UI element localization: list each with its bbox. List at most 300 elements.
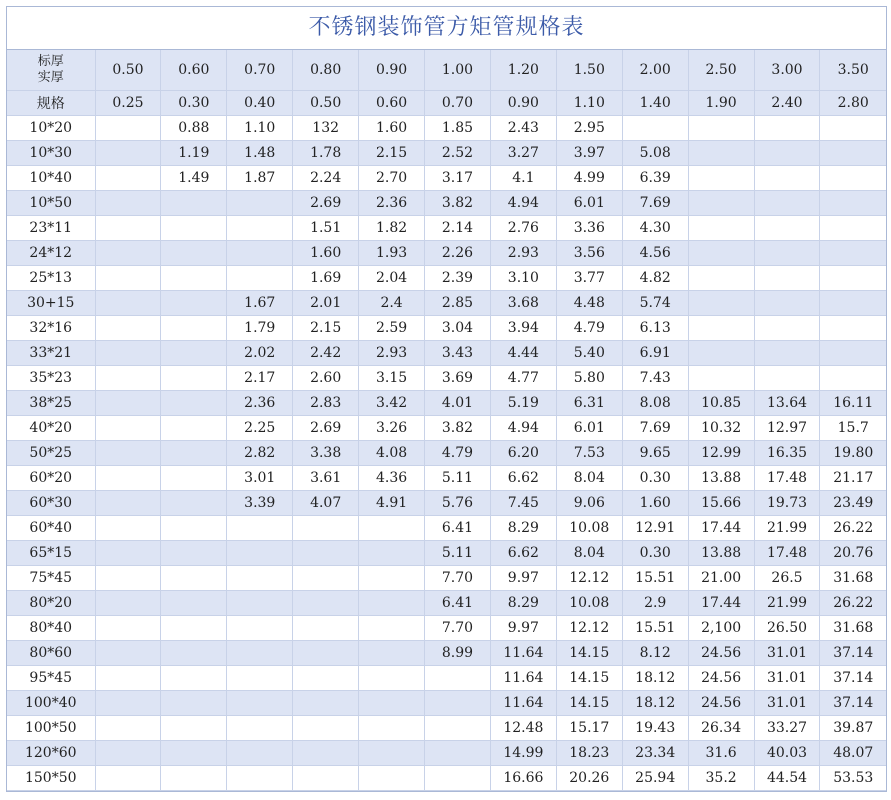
weight-cell: 14.15 (556, 641, 622, 666)
weight-cell: 1.10 (227, 116, 293, 141)
weight-cell: 8.04 (556, 466, 622, 491)
weight-cell (359, 616, 425, 641)
weight-cell: 1.49 (161, 166, 227, 191)
weight-cell (688, 116, 754, 141)
weight-cell: 4.79 (556, 316, 622, 341)
weight-cell: 9.97 (490, 616, 556, 641)
weight-cell: 2.82 (227, 441, 293, 466)
weight-cell: 132 (293, 116, 359, 141)
weight-cell: 4.30 (622, 216, 688, 241)
weight-cell (95, 666, 161, 691)
nominal-thickness-cell: 0.60 (161, 50, 227, 91)
actual-thickness-cell: 0.40 (227, 91, 293, 116)
weight-cell: 12.97 (754, 416, 820, 441)
weight-cell (293, 616, 359, 641)
weight-cell (161, 591, 227, 616)
weight-cell (95, 641, 161, 666)
table-row (7, 691, 886, 716)
weight-cell: 1.82 (359, 216, 425, 241)
table-row (7, 716, 886, 741)
weight-cell: 5.11 (425, 466, 491, 491)
weight-cell: 2.60 (293, 366, 359, 391)
weight-cell: 31.01 (754, 691, 820, 716)
row-spec-cell: 100*50 (7, 716, 95, 741)
weight-cell (95, 391, 161, 416)
weight-cell (95, 141, 161, 166)
weight-cell: 37.14 (820, 666, 886, 691)
weight-cell (820, 191, 886, 216)
weight-cell: 2.70 (359, 166, 425, 191)
weight-cell: 3.82 (425, 416, 491, 441)
weight-cell (820, 291, 886, 316)
weight-cell (161, 241, 227, 266)
actual-thickness-cell: 2.40 (754, 91, 820, 116)
weight-cell (754, 291, 820, 316)
weight-cell: 2.69 (293, 416, 359, 441)
weight-cell: 5.80 (556, 366, 622, 391)
weight-cell: 10.32 (688, 416, 754, 441)
weight-cell: 3.69 (425, 366, 491, 391)
weight-cell: 23.49 (820, 491, 886, 516)
weight-cell: 3.04 (425, 316, 491, 341)
table-row (7, 516, 886, 541)
weight-cell: 33.27 (754, 716, 820, 741)
nominal-thickness-cell: 3.50 (820, 50, 886, 91)
weight-cell (227, 191, 293, 216)
table-row (7, 466, 886, 491)
weight-cell: 31.01 (754, 666, 820, 691)
weight-cell: 19.73 (754, 491, 820, 516)
weight-cell: 2,100 (688, 616, 754, 641)
row-spec-cell: 10*20 (7, 116, 95, 141)
weight-cell (95, 266, 161, 291)
weight-cell (227, 616, 293, 641)
weight-cell: 2.04 (359, 266, 425, 291)
weight-cell: 3.39 (227, 491, 293, 516)
nominal-thickness-cell: 2.50 (688, 50, 754, 91)
weight-cell: 2.17 (227, 366, 293, 391)
weight-cell: 2.36 (227, 391, 293, 416)
weight-cell: 26.34 (688, 716, 754, 741)
weight-cell (161, 491, 227, 516)
actual-thickness-cell: 0.25 (95, 91, 161, 116)
weight-cell: 7.45 (490, 491, 556, 516)
weight-cell: 2.15 (359, 141, 425, 166)
spec-table-body (7, 50, 886, 791)
weight-cell: 1.93 (359, 241, 425, 266)
weight-cell: 4.82 (622, 266, 688, 291)
table-row (7, 341, 886, 366)
actual-thickness-label: 实厚 (37, 70, 64, 85)
weight-cell: 14.99 (490, 741, 556, 766)
weight-cell: 11.64 (490, 641, 556, 666)
weight-cell (95, 716, 161, 741)
weight-cell: 24.56 (688, 641, 754, 666)
weight-cell (95, 566, 161, 591)
weight-cell (161, 766, 227, 791)
row-spec-cell: 25*13 (7, 266, 95, 291)
weight-cell (227, 516, 293, 541)
weight-cell: 16.66 (490, 766, 556, 791)
weight-cell: 11.64 (490, 666, 556, 691)
weight-cell (754, 216, 820, 241)
row-spec-cell: 40*20 (7, 416, 95, 441)
weight-cell (293, 741, 359, 766)
weight-cell: 20.76 (820, 541, 886, 566)
actual-thickness-row (7, 91, 886, 116)
weight-cell: 2.43 (490, 116, 556, 141)
weight-cell (293, 516, 359, 541)
weight-cell: 3.43 (425, 341, 491, 366)
weight-cell: 2.24 (293, 166, 359, 191)
weight-cell: 10.08 (556, 591, 622, 616)
weight-cell (293, 716, 359, 741)
row-spec-cell: 60*20 (7, 466, 95, 491)
weight-cell (754, 316, 820, 341)
weight-cell: 4.48 (556, 291, 622, 316)
weight-cell: 4.36 (359, 466, 425, 491)
weight-cell: 21.17 (820, 466, 886, 491)
weight-cell (95, 216, 161, 241)
weight-cell: 12.12 (556, 566, 622, 591)
actual-thickness-cell: 0.50 (293, 91, 359, 116)
row-spec-cell: 32*16 (7, 316, 95, 341)
weight-cell: 3.68 (490, 291, 556, 316)
weight-cell (95, 441, 161, 466)
weight-cell (161, 441, 227, 466)
weight-cell: 6.41 (425, 516, 491, 541)
weight-cell (95, 466, 161, 491)
weight-cell: 3.61 (293, 466, 359, 491)
row-spec-cell: 150*50 (7, 766, 95, 791)
weight-cell: 15.51 (622, 616, 688, 641)
weight-cell: 2.26 (425, 241, 491, 266)
weight-cell: 15.51 (622, 566, 688, 591)
actual-thickness-cell: 1.90 (688, 91, 754, 116)
table-row (7, 591, 886, 616)
weight-cell: 6.62 (490, 466, 556, 491)
table-row (7, 416, 886, 441)
weight-cell: 48.07 (820, 741, 886, 766)
weight-cell (95, 616, 161, 641)
weight-cell: 2.25 (227, 416, 293, 441)
weight-cell (227, 741, 293, 766)
weight-cell: 2.95 (556, 116, 622, 141)
weight-cell (359, 716, 425, 741)
weight-cell: 3.42 (359, 391, 425, 416)
weight-cell: 4.01 (425, 391, 491, 416)
weight-cell (359, 516, 425, 541)
weight-cell (688, 241, 754, 266)
actual-thickness-cell: 1.10 (556, 91, 622, 116)
weight-cell (359, 741, 425, 766)
weight-cell: 13.64 (754, 391, 820, 416)
weight-cell: 6.01 (556, 191, 622, 216)
weight-cell: 7.70 (425, 616, 491, 641)
weight-cell (293, 766, 359, 791)
row-spec-cell: 10*30 (7, 141, 95, 166)
weight-cell: 9.06 (556, 491, 622, 516)
weight-cell: 6.20 (490, 441, 556, 466)
weight-cell: 0.30 (622, 541, 688, 566)
weight-cell: 2.42 (293, 341, 359, 366)
weight-cell (820, 116, 886, 141)
weight-cell: 8.08 (622, 391, 688, 416)
nominal-thickness-row (7, 50, 886, 91)
weight-cell (820, 316, 886, 341)
spec-sheet (6, 6, 887, 792)
weight-cell: 20.26 (556, 766, 622, 791)
weight-cell: 2.9 (622, 591, 688, 616)
row-spec-cell: 33*21 (7, 341, 95, 366)
weight-cell (293, 641, 359, 666)
weight-cell: 13.88 (688, 541, 754, 566)
weight-cell (820, 266, 886, 291)
weight-cell: 10.08 (556, 516, 622, 541)
weight-cell (359, 666, 425, 691)
weight-cell (161, 541, 227, 566)
weight-cell: 7.69 (622, 416, 688, 441)
row-spec-cell: 30+15 (7, 291, 95, 316)
weight-cell (359, 766, 425, 791)
weight-cell (161, 341, 227, 366)
weight-cell (95, 416, 161, 441)
table-row (7, 541, 886, 566)
weight-cell (293, 666, 359, 691)
row-spec-cell: 60*30 (7, 491, 95, 516)
weight-cell: 2.93 (490, 241, 556, 266)
weight-cell: 53.53 (820, 766, 886, 791)
table-row (7, 616, 886, 641)
weight-cell: 3.56 (556, 241, 622, 266)
nominal-thickness-cell: 1.00 (425, 50, 491, 91)
weight-cell: 6.01 (556, 416, 622, 441)
nominal-thickness-cell: 0.80 (293, 50, 359, 91)
table-row (7, 266, 886, 291)
weight-cell: 23.34 (622, 741, 688, 766)
table-row (7, 366, 886, 391)
weight-cell: 12.91 (622, 516, 688, 541)
weight-cell (227, 766, 293, 791)
weight-cell (95, 316, 161, 341)
weight-cell (359, 566, 425, 591)
weight-cell (161, 641, 227, 666)
weight-cell: 2.69 (293, 191, 359, 216)
weight-cell (227, 591, 293, 616)
row-spec-cell: 35*23 (7, 366, 95, 391)
nominal-thickness-cell: 3.00 (754, 50, 820, 91)
weight-cell: 4.08 (359, 441, 425, 466)
weight-cell: 3.27 (490, 141, 556, 166)
actual-thickness-cell: 2.80 (820, 91, 886, 116)
weight-cell: 26.22 (820, 591, 886, 616)
weight-cell: 3.77 (556, 266, 622, 291)
weight-cell (227, 241, 293, 266)
weight-cell (688, 316, 754, 341)
weight-cell (161, 216, 227, 241)
weight-cell: 1.78 (293, 141, 359, 166)
weight-cell (227, 566, 293, 591)
weight-cell (95, 341, 161, 366)
table-row (7, 141, 886, 166)
weight-cell: 1.60 (293, 241, 359, 266)
weight-cell: 7.69 (622, 191, 688, 216)
weight-cell: 2.36 (359, 191, 425, 216)
weight-cell: 4.56 (622, 241, 688, 266)
weight-cell (293, 591, 359, 616)
weight-cell (95, 741, 161, 766)
weight-cell: 26.5 (754, 566, 820, 591)
weight-cell: 8.12 (622, 641, 688, 666)
weight-cell: 0.88 (161, 116, 227, 141)
weight-cell: 35.2 (688, 766, 754, 791)
weight-cell (227, 216, 293, 241)
table-row (7, 191, 886, 216)
weight-cell (161, 616, 227, 641)
weight-cell: 3.01 (227, 466, 293, 491)
thickness-label-cell (7, 50, 95, 91)
weight-cell: 3.10 (490, 266, 556, 291)
weight-cell: 2.4 (359, 291, 425, 316)
row-spec-cell: 50*25 (7, 441, 95, 466)
weight-cell (95, 516, 161, 541)
weight-cell: 2.59 (359, 316, 425, 341)
weight-cell: 39.87 (820, 716, 886, 741)
weight-cell: 5.08 (622, 141, 688, 166)
weight-cell: 2.15 (293, 316, 359, 341)
weight-cell: 15.66 (688, 491, 754, 516)
weight-cell (425, 691, 491, 716)
weight-cell: 8.29 (490, 591, 556, 616)
weight-cell: 5.19 (490, 391, 556, 416)
weight-cell: 18.12 (622, 691, 688, 716)
weight-cell: 16.11 (820, 391, 886, 416)
table-row (7, 491, 886, 516)
weight-cell: 26.50 (754, 616, 820, 641)
weight-cell: 12.99 (688, 441, 754, 466)
row-spec-cell: 100*40 (7, 691, 95, 716)
weight-cell: 12.12 (556, 616, 622, 641)
weight-cell: 6.31 (556, 391, 622, 416)
weight-cell: 1.19 (161, 141, 227, 166)
row-spec-cell: 38*25 (7, 391, 95, 416)
weight-cell: 8.04 (556, 541, 622, 566)
weight-cell (161, 191, 227, 216)
row-spec-cell: 95*45 (7, 666, 95, 691)
weight-cell (754, 141, 820, 166)
weight-cell (688, 191, 754, 216)
weight-cell: 1.60 (359, 116, 425, 141)
weight-cell: 21.00 (688, 566, 754, 591)
weight-cell (95, 366, 161, 391)
weight-cell: 8.29 (490, 516, 556, 541)
weight-cell: 21.99 (754, 516, 820, 541)
weight-cell (754, 116, 820, 141)
weight-cell: 8.99 (425, 641, 491, 666)
actual-thickness-cell: 0.60 (359, 91, 425, 116)
row-spec-cell: 23*11 (7, 216, 95, 241)
weight-cell (95, 491, 161, 516)
weight-cell: 7.53 (556, 441, 622, 466)
weight-cell (820, 141, 886, 166)
weight-cell: 5.40 (556, 341, 622, 366)
weight-cell (95, 591, 161, 616)
weight-cell: 2.14 (425, 216, 491, 241)
weight-cell (293, 541, 359, 566)
weight-cell: 1.69 (293, 266, 359, 291)
weight-cell (161, 666, 227, 691)
weight-cell (95, 691, 161, 716)
weight-cell (95, 766, 161, 791)
weight-cell: 37.14 (820, 691, 886, 716)
weight-cell (688, 366, 754, 391)
weight-cell: 2.83 (293, 391, 359, 416)
weight-cell: 4.1 (490, 166, 556, 191)
weight-cell: 1.51 (293, 216, 359, 241)
weight-cell: 17.44 (688, 516, 754, 541)
weight-cell: 12.48 (490, 716, 556, 741)
nominal-thickness-cell: 1.20 (490, 50, 556, 91)
weight-cell (95, 241, 161, 266)
weight-cell: 40.03 (754, 741, 820, 766)
weight-cell: 21.99 (754, 591, 820, 616)
weight-cell (688, 341, 754, 366)
weight-cell: 14.15 (556, 666, 622, 691)
weight-cell (359, 641, 425, 666)
table-row (7, 666, 886, 691)
weight-cell (688, 216, 754, 241)
weight-cell (754, 266, 820, 291)
weight-cell: 3.36 (556, 216, 622, 241)
table-row (7, 216, 886, 241)
weight-cell: 13.88 (688, 466, 754, 491)
weight-cell (293, 691, 359, 716)
weight-cell: 19.43 (622, 716, 688, 741)
table-row (7, 291, 886, 316)
actual-thickness-cell: 0.70 (425, 91, 491, 116)
weight-cell: 1.67 (227, 291, 293, 316)
weight-cell (820, 216, 886, 241)
weight-cell (754, 191, 820, 216)
weight-cell (227, 691, 293, 716)
nominal-thickness-label: 标厚 (37, 54, 64, 69)
weight-cell: 2.01 (293, 291, 359, 316)
weight-cell: 5.76 (425, 491, 491, 516)
weight-cell: 18.12 (622, 666, 688, 691)
weight-cell: 31.68 (820, 616, 886, 641)
weight-cell (227, 541, 293, 566)
weight-cell: 6.62 (490, 541, 556, 566)
weight-cell (688, 141, 754, 166)
weight-cell (161, 316, 227, 341)
weight-cell: 9.65 (622, 441, 688, 466)
spec-table (7, 50, 886, 791)
weight-cell (359, 691, 425, 716)
weight-cell (293, 566, 359, 591)
weight-cell: 37.14 (820, 641, 886, 666)
weight-cell (359, 541, 425, 566)
weight-cell (161, 366, 227, 391)
weight-cell: 3.82 (425, 191, 491, 216)
weight-cell (754, 166, 820, 191)
weight-cell: 26.22 (820, 516, 886, 541)
nominal-thickness-cell: 0.50 (95, 50, 161, 91)
weight-cell (95, 191, 161, 216)
table-row (7, 641, 886, 666)
weight-cell: 4.94 (490, 191, 556, 216)
weight-cell: 4.44 (490, 341, 556, 366)
weight-cell (161, 516, 227, 541)
